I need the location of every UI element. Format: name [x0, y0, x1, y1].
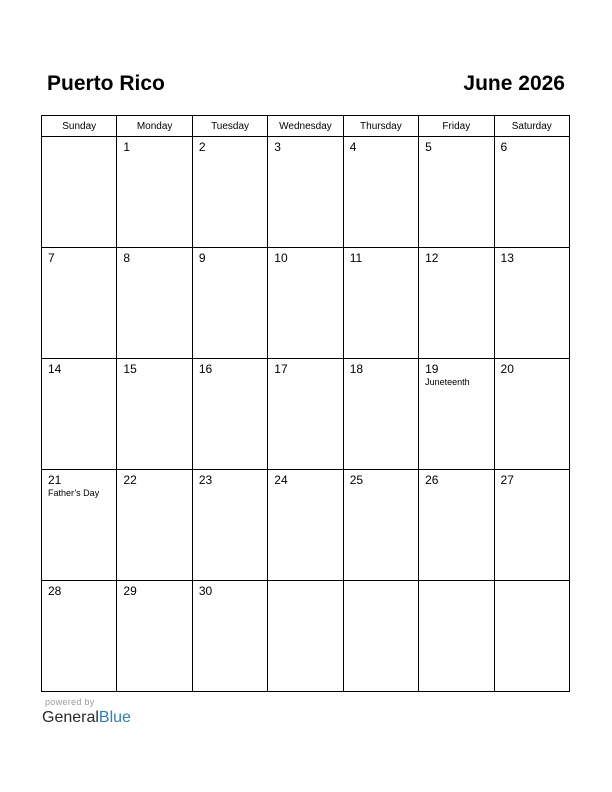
day-number: 10: [274, 251, 288, 265]
day-number: 19: [425, 362, 439, 376]
day-cell: [494, 137, 569, 248]
day-number: 30: [198, 584, 213, 598]
day-number: 14: [48, 362, 62, 376]
day-number: 6: [500, 140, 508, 154]
calendar-month-title: June 2026: [463, 72, 565, 95]
weekday-header: Monday: [117, 116, 192, 137]
day-number: 28: [48, 584, 62, 598]
day-number: 8: [123, 251, 131, 265]
day-number: 29: [123, 584, 137, 598]
day-number: 3: [274, 140, 281, 154]
week-row: [42, 248, 570, 359]
day-cell: [42, 359, 117, 470]
brand-general-text: General: [42, 709, 99, 726]
day-cell: [192, 470, 267, 581]
day-number: 15: [123, 362, 137, 376]
day-cell: [268, 581, 343, 692]
day-cell: [192, 248, 267, 359]
day-number: 7: [48, 251, 55, 265]
day-cell: [192, 137, 267, 248]
day-number: 11: [349, 251, 363, 265]
day-number: 4: [349, 140, 357, 154]
day-number: 1: [123, 140, 131, 154]
weekday-header: Wednesday: [268, 116, 343, 137]
weekday-header: Tuesday: [192, 116, 267, 137]
day-number: 20: [500, 362, 514, 376]
day-cell: [42, 248, 117, 359]
day-number: 21: [48, 473, 62, 487]
day-number: 25: [349, 473, 364, 487]
day-number: 12: [425, 251, 439, 265]
day-cell: [494, 248, 569, 359]
weekday-header: Saturday: [494, 116, 569, 137]
day-cell: [419, 470, 494, 581]
day-number: 18: [349, 362, 364, 376]
day-cell: [419, 581, 494, 692]
week-row: [42, 137, 570, 248]
day-cell: [343, 581, 418, 692]
weekday-header: Sunday: [42, 116, 117, 137]
powered-by-label: powered by: [45, 697, 95, 707]
day-cell: [117, 248, 192, 359]
calendar-grid: [41, 115, 570, 692]
holiday-label: Juneteenth: [425, 377, 470, 387]
day-cell: [419, 359, 494, 470]
day-number: 5: [425, 140, 432, 154]
day-cell: [268, 137, 343, 248]
weekday-header: Friday: [419, 116, 494, 137]
day-number: 2: [198, 140, 206, 154]
day-cell: [494, 470, 569, 581]
day-cell: [268, 248, 343, 359]
day-cell: [42, 470, 117, 581]
day-number: 27: [500, 473, 514, 487]
week-row: [42, 359, 570, 470]
weekday-header-row: [42, 116, 570, 137]
brand-blue-text: Blue: [98, 709, 131, 726]
day-number: 16: [198, 362, 213, 376]
generalblue-logo[interactable]: [42, 708, 131, 728]
weekday-header: Thursday: [343, 116, 418, 137]
week-row: [42, 581, 570, 692]
day-cell: [419, 248, 494, 359]
day-number: 17: [274, 362, 288, 376]
day-cell: [343, 137, 418, 248]
day-cell: [419, 137, 494, 248]
day-number: 23: [198, 473, 213, 487]
day-cell: [117, 581, 192, 692]
week-row: [42, 470, 570, 581]
day-cell: [494, 581, 569, 692]
day-cell: [268, 359, 343, 470]
day-cell: [42, 581, 117, 692]
day-cell: [192, 359, 267, 470]
day-cell: [268, 470, 343, 581]
day-number: 24: [274, 473, 288, 487]
day-cell: [117, 359, 192, 470]
day-cell: [494, 359, 569, 470]
day-number: 13: [500, 251, 514, 265]
day-number: 9: [198, 251, 206, 265]
day-cell: [192, 581, 267, 692]
day-cell: [117, 137, 192, 248]
holiday-label: Father’s Day: [48, 488, 100, 498]
calendar-region-title: Puerto Rico: [47, 72, 165, 95]
day-cell: [117, 470, 192, 581]
day-cell: [343, 359, 418, 470]
day-cell: [343, 470, 418, 581]
day-number: 22: [123, 473, 137, 487]
day-cell: [42, 137, 117, 248]
day-number: 26: [425, 473, 439, 487]
day-cell: [343, 248, 418, 359]
